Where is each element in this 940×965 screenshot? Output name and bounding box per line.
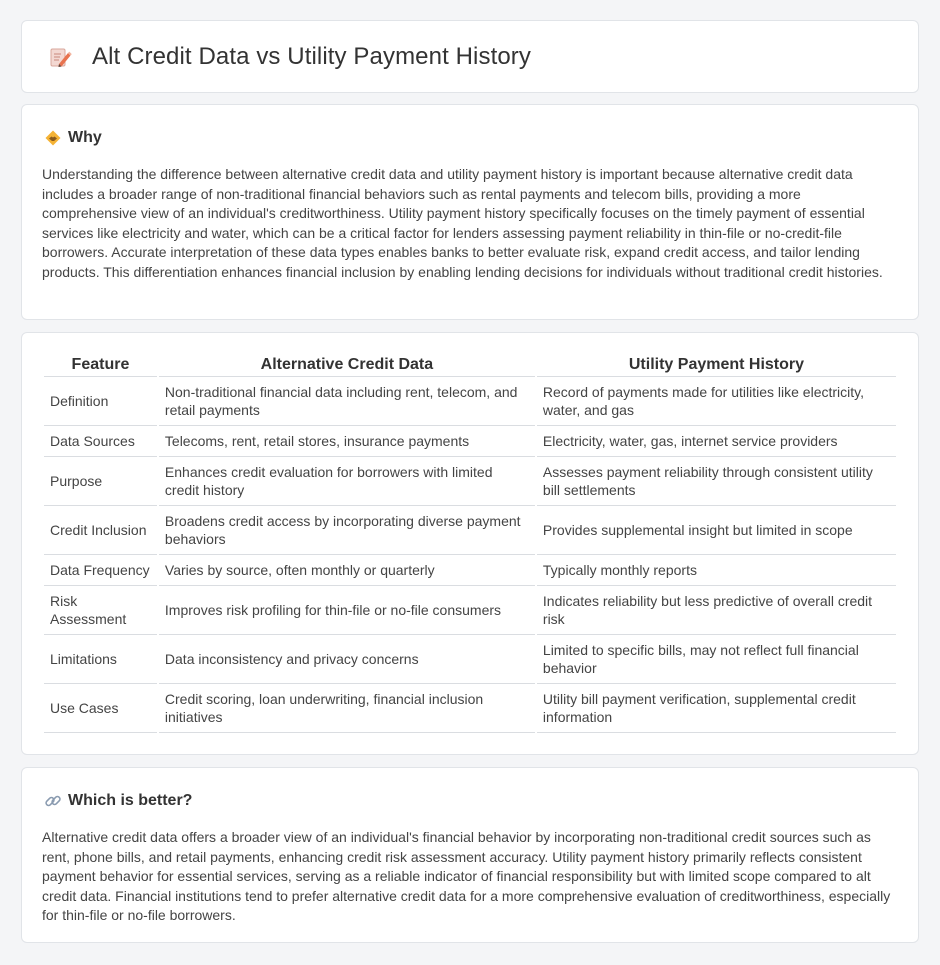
why-title: Why [68,129,102,146]
table-header-row [44,351,896,377]
utility-cell: Electricity, water, gas, internet service providers [537,426,896,457]
alt-credit-cell: Broadens credit access by incorporating diverse payment behaviors [159,506,535,555]
alt-credit-cell: Non-traditional financial data including rent, telecom, and retail payments [159,377,535,426]
why-heading [22,105,918,147]
alt-credit-cell: Improves risk profiling for thin-file or no-file consumers [159,586,535,635]
title-card [21,20,919,93]
feature-cell: Limitations [44,635,157,684]
why-text: Understanding the difference between alternative credit data and utility payment history is important because alternative credit data includes a broader range of non-traditional financial behaviors such as rental payments and telecom bills, providing a more comprehensive view of an individual's creditworthiness. Utility payment history specifically focuses on the timely payment of essential services like electricity and water, which can be a critical factor for lenders assessing payment reliability in thin-file or no-credit-file borrowers. Accurate interpretation of these data types enables banks to better evaluate risk, expand credit access, and tailor lending products. This differentiation enhances financial inclusion by enabling lending decisions for individuals without traditional credit histories. [42,166,883,280]
comparison-table-card [21,332,919,755]
link-icon [44,792,62,810]
better-text: Alternative credit data offers a broader view of an individual's financial behavior by incorporating non-traditional credit sources such as rent, phone bills, and retail payments, enhancing credit risk assessment accuracy. Utility payment history primarily reflects consistent payment behavior for essential services, serving as a reliable indicator of financial responsibility but with limited scope compared to alt credit data. Financial institutions tend to prefer alternative credit data for a more comprehensive evaluation of creditworthiness, especially for thin-file or no-file borrowers. [42,829,891,923]
page-title: Alt Credit Data vs Utility Payment History [92,42,531,70]
alt-credit-cell: Telecoms, rent, retail stores, insurance payments [159,426,535,457]
table-row [44,586,896,635]
utility-cell: Limited to specific bills, may not reflect full financial behavior [537,635,896,684]
utility-cell: Assesses payment reliability through consistent utility bill settlements [537,457,896,506]
feature-cell: Purpose [44,457,157,506]
why-section [21,104,919,320]
utility-cell: Typically monthly reports [537,555,896,586]
utility-cell: Utility bill payment verification, supplemental credit information [537,684,896,733]
table-row [44,426,896,457]
utility-cell: Record of payments made for utilities like electricity, water, and gas [537,377,896,426]
feature-cell: Data Frequency [44,555,157,586]
header-alternative-credit-data: Alternative Credit Data [159,351,535,377]
alt-credit-cell: Varies by source, often monthly or quarterly [159,555,535,586]
better-title: Which is better? [68,792,193,809]
alt-credit-cell: Data inconsistency and privacy concerns [159,635,535,684]
better-heading [22,768,918,810]
table-row [44,506,896,555]
table-row [44,377,896,426]
table-row [44,457,896,506]
table-row [44,555,896,586]
which-is-better-section [21,767,919,943]
feature-cell: Risk Assessment [44,586,157,635]
feature-cell: Credit Inclusion [44,506,157,555]
title-row [22,21,918,92]
header-utility-payment-history: Utility Payment History [537,351,896,377]
alt-credit-cell: Enhances credit evaluation for borrowers with limited credit history [159,457,535,506]
feature-cell: Use Cases [44,684,157,733]
table-row [44,684,896,733]
alt-credit-cell: Credit scoring, loan underwriting, financial inclusion initiatives [159,684,535,733]
table-row [44,635,896,684]
handshake-icon [44,129,62,147]
utility-cell: Provides supplemental insight but limited in scope [537,506,896,555]
header-feature: Feature [44,351,157,377]
utility-cell: Indicates reliability but less predictive of overall credit risk [537,586,896,635]
memo-pencil-icon [48,45,72,69]
comparison-table [42,351,898,733]
feature-cell: Definition [44,377,157,426]
feature-cell: Data Sources [44,426,157,457]
